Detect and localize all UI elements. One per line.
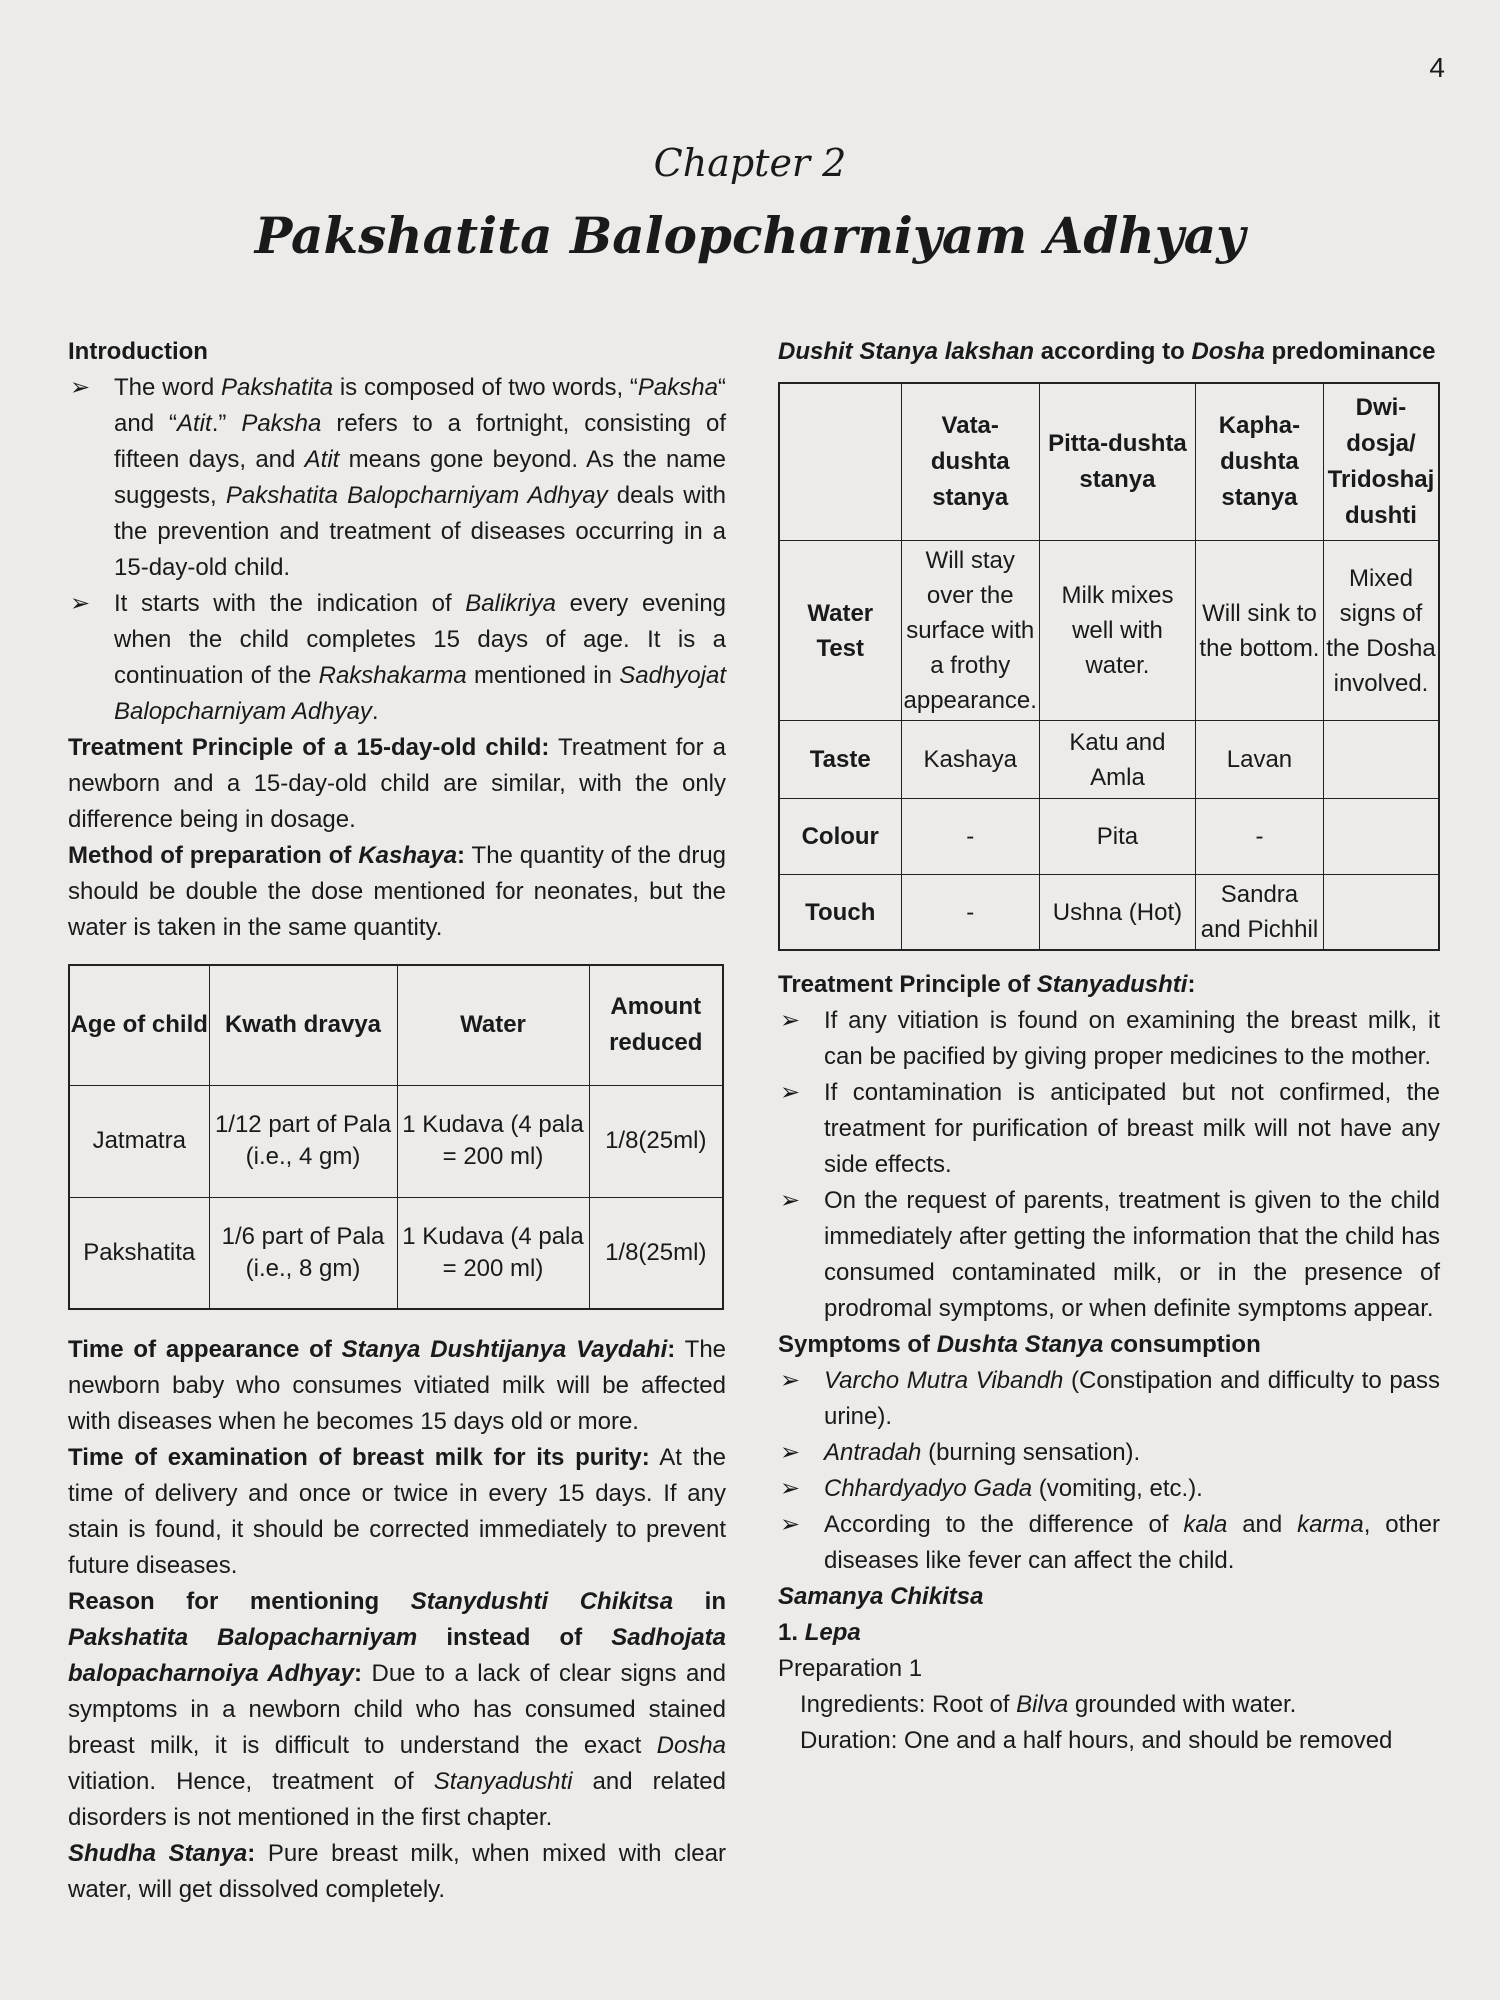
table-header: [779, 383, 901, 541]
table-cell: Pakshatita: [69, 1197, 209, 1309]
intro-bullet-1: ➢ The word Pakshatita is composed of two words, “Paksha“ and “Atit.” Paksha refers to a fortnight, consisting of fifteen days, and Atit means gone beyond. As the name suggests, Pakshatita Balopcharniyam Adhyay deals with the prevention and treatment of diseases occurring in a 15-day-old child.: [68, 370, 726, 586]
table-cell: Ushna (Hot): [1039, 875, 1195, 951]
intro-bullet-2: ➢ It starts with the indication of Balikriya every evening when the child completes 15 days of age. It is a continuation of the Rakshakarma mentioned in Sadhyojat Balopcharniyam Adhyay.: [68, 586, 726, 730]
table-cell: [1323, 799, 1439, 875]
table-cell: 1 Kudava (4 pala = 200 ml): [397, 1085, 589, 1197]
table-header: Pitta-dushta stanya: [1039, 383, 1195, 541]
table-cell: Will sink to the bottom.: [1195, 541, 1323, 721]
symptoms-heading: Symptoms of Dushta Stanya consumption: [778, 1331, 1261, 1358]
table-header: Amount reduced: [589, 965, 723, 1085]
symptom-bullet-2: ➢ Antradah (burning sensation).: [778, 1435, 1440, 1471]
introduction-heading: Introduction: [68, 338, 208, 365]
preparation-label: Preparation 1: [778, 1655, 923, 1682]
treatment-bullet-2: ➢ If contamination is anticipated but not confirmed, the treatment for purification of breast milk will not have any side effects.: [778, 1075, 1440, 1183]
table-row: [779, 541, 1439, 721]
table-header: Kapha-dushta stanya: [1195, 383, 1323, 541]
duration-line: Duration: One and a half hours, and should be removed: [800, 1727, 1393, 1754]
left-column: [68, 334, 726, 1908]
lepa-heading: 1. Lepa: [778, 1619, 861, 1646]
chapter-title: Pakshatita Balopcharniyam Adhyay: [254, 206, 1246, 265]
table-header-row: [69, 965, 723, 1085]
table-cell: -: [1195, 799, 1323, 875]
table-header-row: [779, 383, 1439, 541]
table-header: Dwi-dosja/ Tridoshaj dushti: [1323, 383, 1439, 541]
table-cell: 1/8(25ml): [589, 1085, 723, 1197]
table-header: Vata-dushta stanya: [901, 383, 1039, 541]
chapter-label: Chapter 2: [653, 141, 847, 185]
table-header: Age of child: [69, 965, 209, 1085]
table-cell: Mixed signs of the Dosha involved.: [1323, 541, 1439, 721]
table-row-label: Taste: [779, 721, 901, 799]
treatment-bullet-1: ➢ If any vitiation is found on examining the breast milk, it can be pacified by giving proper medicines to the mother.: [778, 1003, 1440, 1075]
right-column: [778, 334, 1440, 1759]
dosage-table: [68, 964, 724, 1310]
table-row: [779, 799, 1439, 875]
method-preparation-paragraph: Method of preparation of Kashaya: The quantity of the drug should be double the dose mentioned for neonates, but the water is taken in the same quantity.: [68, 842, 727, 941]
table-cell: [1323, 875, 1439, 951]
table-row-label: Water Test: [779, 541, 901, 721]
symptom-bullet-1: ➢ Varcho Mutra Vibandh (Constipation and difficulty to pass urine).: [778, 1363, 1440, 1435]
table-cell: Kashaya: [901, 721, 1039, 799]
table-header: Kwath dravya: [209, 965, 397, 1085]
table-header: Water: [397, 965, 589, 1085]
table-cell: Katu and Amla: [1039, 721, 1195, 799]
table-cell: 1/8(25ml): [589, 1197, 723, 1309]
dosha-table: [778, 382, 1440, 951]
table-row: [779, 721, 1439, 799]
table-cell: -: [901, 799, 1039, 875]
time-examination-paragraph: Time of examination of breast milk for its purity: At the time of delivery and once or twice in every 15 days. If any stain is found, it should be corrected immediately to prevent future diseases.: [68, 1444, 726, 1579]
table-cell: Sandra and Pichhil: [1195, 875, 1323, 951]
table-row: [69, 1085, 723, 1197]
table-cell: Jatmatra: [69, 1085, 209, 1197]
treatment-stanyadushti-heading: Treatment Principle of Stanyadushti:: [778, 971, 1196, 998]
table-cell: Will stay over the surface with a frothy appearance.: [901, 541, 1039, 721]
symptom-bullet-4: ➢ According to the difference of kala and karma, other diseases like fever can affect the child.: [778, 1507, 1440, 1579]
table-cell: Milk mixes well with water.: [1039, 541, 1195, 721]
treatment-principle-paragraph: Treatment Principle of a 15-day-old child: Treatment for a newborn and a 15-day-old child are similar, with the only difference being in dosage.: [68, 734, 726, 833]
ingredients-line: Ingredients: Root of Bilva grounded with water.: [800, 1691, 1297, 1718]
table-cell: Pita: [1039, 799, 1195, 875]
table-row-label: Touch: [779, 875, 901, 951]
table-row: [69, 1197, 723, 1309]
reason-mentioning-paragraph: Reason for mentioning Stanydushti Chikitsa in Pakshatita Balopacharniyam instead of Sadhojata balopacharnoiya Adhyay: Due to a lack of clear signs and symptoms in a newborn child who has consumed stained breast milk, it is difficult to understand the exact Dosha vitiation. Hence, treatment of Stanyadushti and related disorders is not mentioned in the first chapter.: [68, 1588, 727, 1831]
dushit-stanya-heading: Dushit Stanya lakshan according to Dosha predominance: [778, 338, 1436, 365]
time-appearance-paragraph: Time of appearance of Stanya Dushtijanya Vaydahi: The newborn baby who consumes vitiated milk will be affected with diseases when he becomes 15 days old or more.: [68, 1336, 727, 1435]
table-row: [779, 875, 1439, 951]
treatment-bullet-3: ➢ On the request of parents, treatment is given to the child immediately after getting the information that the child has consumed contaminated milk, or in the presence of prodromal symptoms, or when definite symptoms appear.: [778, 1183, 1440, 1327]
table-cell: 1/6 part of Pala (i.e., 8 gm): [209, 1197, 397, 1309]
shudha-stanya-paragraph: Shudha Stanya: Pure breast milk, when mixed with clear water, will get dissolved completely.: [68, 1840, 726, 1903]
page-number: 4: [1429, 52, 1445, 83]
table-cell: -: [901, 875, 1039, 951]
table-cell: 1/12 part of Pala (i.e., 4 gm): [209, 1085, 397, 1197]
table-cell: [1323, 721, 1439, 799]
samanya-chikitsa-heading: Samanya Chikitsa: [778, 1583, 984, 1610]
table-cell: 1 Kudava (4 pala = 200 ml): [397, 1197, 589, 1309]
symptom-bullet-3: ➢ Chhardyadyo Gada (vomiting, etc.).: [778, 1471, 1440, 1507]
table-cell: Lavan: [1195, 721, 1323, 799]
table-row-label: Colour: [779, 799, 901, 875]
